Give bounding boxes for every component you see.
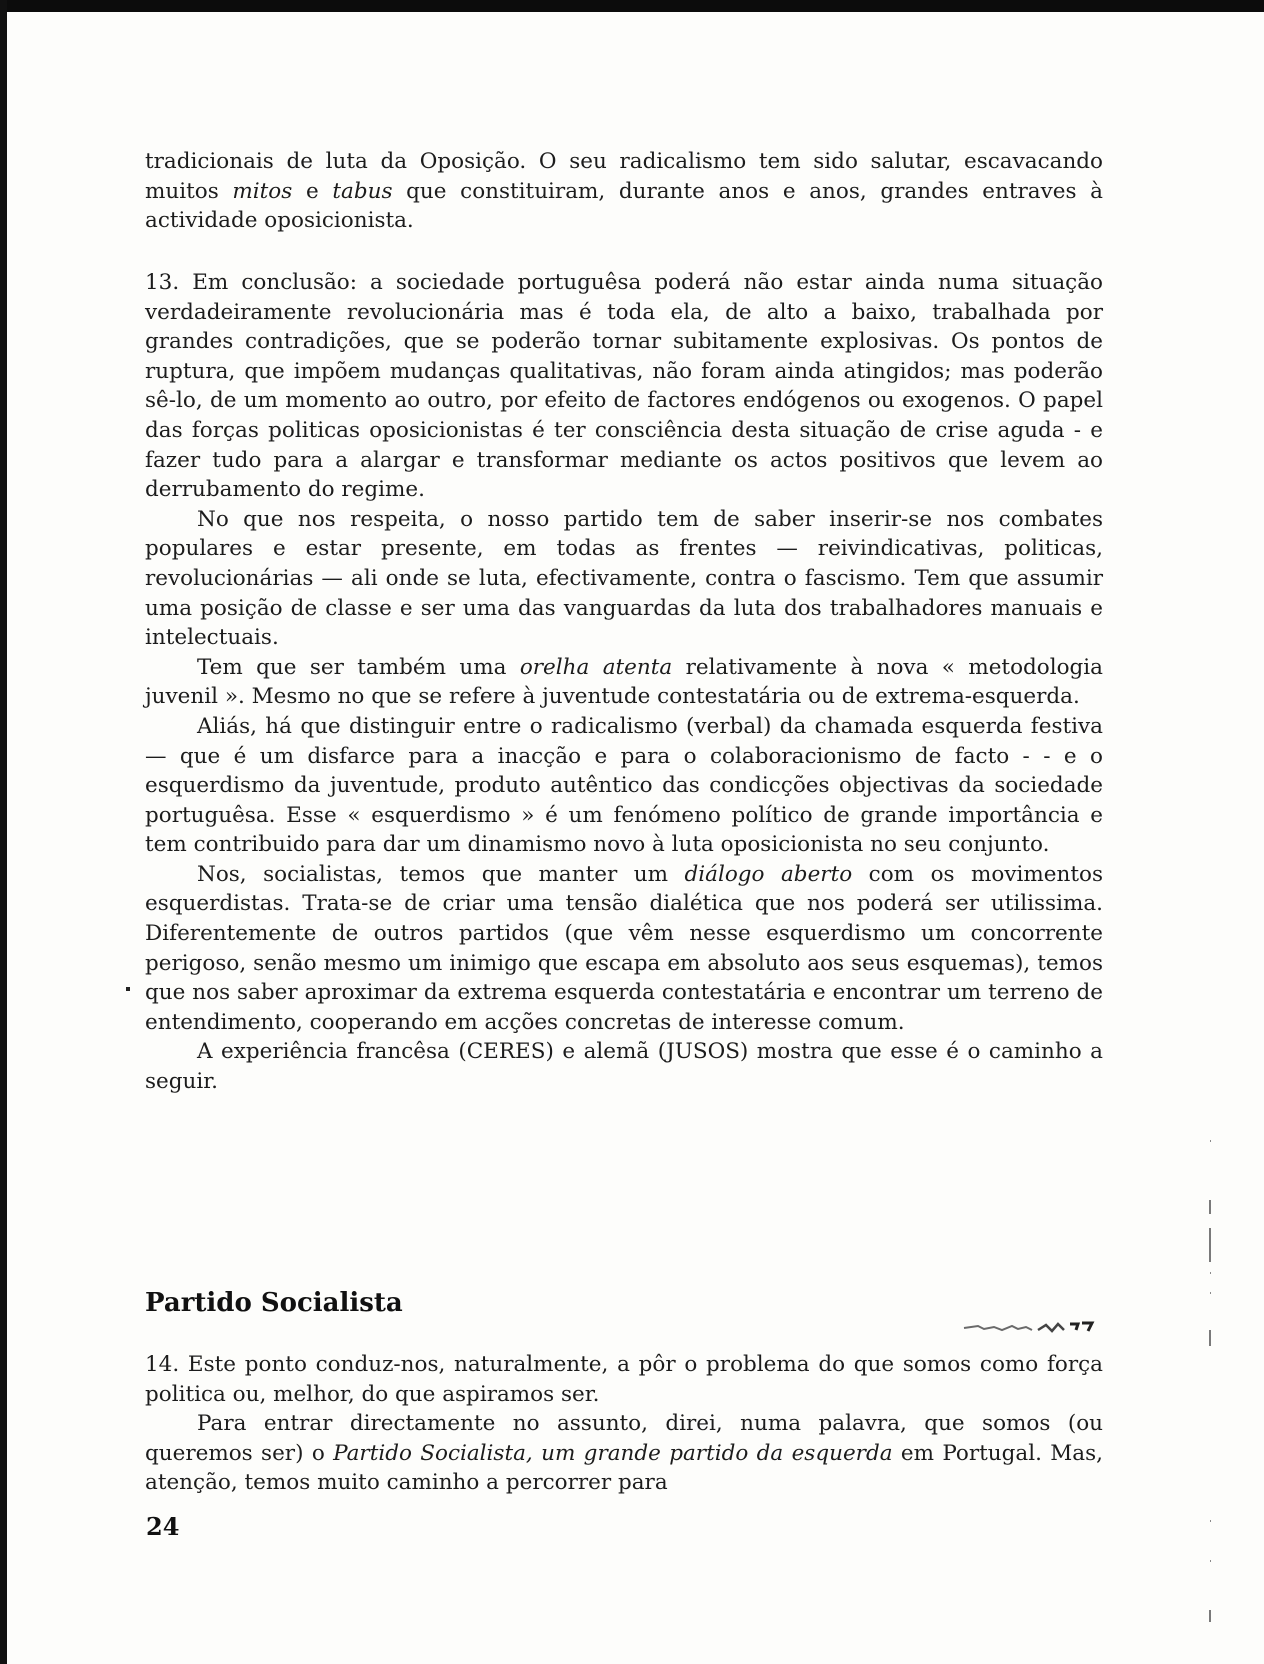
paragraph	[145, 712, 1103, 860]
stray-ink-mark	[126, 987, 130, 991]
scan-margin-mark	[1210, 1520, 1211, 1522]
scan-margin-mark	[1209, 1228, 1211, 1262]
scan-margin-mark	[1209, 1610, 1211, 1622]
paragraph	[145, 268, 1103, 505]
italic-text: tabus	[332, 178, 393, 204]
text-run: Aliás, há que distinguir entre o radicalismo (verbal) da chamada esquerda festiva — que é um disfarce para a inacção e para o colaboracionismo de facto - - e o esquerdismo da juventude, produto autêntico das condicções objectivas da sociedade portuguêsa. Esse « esquerdismo » é um fenómeno político de grande importância e tem contribuido para dar um dinamismo novo à luta oposicionista no seu conjunto.	[145, 713, 1103, 858]
text-run: 13. Em conclusão: a sociedade portuguêsa poderá não estar ainda numa situação verdadeiramente revolucionária mas é toda ela, de alto a baixo, trabalhada por grandes contradições, que se poderão tornar subitamente explosivas. Os pontos de ruptura, que impõem mudanças qualitativas, não foram ainda atingidos; mas poderão sê-lo, de um momento ao outro, por efeito de factores endógenos ou exogenos. O papel das forças politicas oposicionistas é ter consciência desta situação de crise aguda - e fazer tudo para a alargar e transformar mediante os actos positivos que levem ao derrubamento do regime.	[145, 270, 1103, 503]
text-run: No que nos respeita, o nosso partido tem de saber inserir-se nos combates populares e estar presente, em todas as frentes — reivindicativas, politicas, revolucionárias — ali onde se luta, efectivamente, contra o fascismo. Tem que assumir uma posição de classe e ser uma das vanguardas da luta dos trabalhadores manuais e intelectuais.	[145, 506, 1103, 651]
italic-text: mitos	[232, 178, 293, 204]
text-run: que constituiram, durante anos e anos, grandes entraves à actividade oposicionista.	[145, 178, 1103, 234]
paragraph	[145, 860, 1103, 1038]
scan-top-border	[0, 0, 1264, 12]
intro-paragraph	[145, 147, 1103, 236]
italic-text: orelha atenta	[519, 654, 673, 680]
italic-text: diálogo aberto	[684, 861, 853, 887]
scan-margin-mark	[1210, 1272, 1211, 1274]
text-run: e	[292, 178, 333, 204]
italic-text: Partido Socialista, um grande partido da esquerda	[333, 1440, 893, 1466]
scan-margin-mark	[1209, 1330, 1211, 1346]
text-run: em Portugal. Mas, atenção, temos muito caminho a percorrer para	[145, 1440, 1103, 1496]
scan-margin-mark	[1210, 1560, 1211, 1562]
scan-margin-mark	[1210, 1140, 1211, 1142]
scan-margin-mark	[1210, 1292, 1211, 1294]
paragraph	[145, 1350, 1103, 1409]
paragraph	[145, 653, 1103, 712]
text-run: com os movimentos esquerdistas. Trata-se de criar uma tensão dialética que nos poderá ser utilissima. Diferentemente de outros partidos (que vêm nesse esquerdismo um concorrente perigoso, senão mesmo um inimigo que escapa em absoluto aos seus esquemas), temos que nos saber aproximar da extrema esquerda contestatária e encontrar um terreno de entendimento, cooperando em acções concretas de interesse comum.	[145, 861, 1103, 1035]
paragraph	[145, 505, 1103, 653]
scan-margin-mark	[1209, 1200, 1211, 1214]
text-run: Tem que ser também uma	[197, 654, 520, 680]
text-run: Para entrar directamente no assunto, direi, numa palavra, que somos (ou queremos ser) o	[145, 1411, 1103, 1466]
text-run: 14. Este ponto conduz-nos, naturalmente, a pôr o problema do que somos como força politica ou, melhor, do que aspiramos ser.	[145, 1352, 1103, 1407]
text-run: A experiência francêsa (CERES) e alemã (JUSOS) mostra que esse é o caminho a seguir.	[145, 1039, 1103, 1095]
paragraph	[145, 147, 1103, 236]
text-run: tradicionais de luta da Oposição. O seu radicalismo tem sido salutar, escavacando muitos	[145, 149, 1103, 204]
paragraph	[145, 1037, 1103, 1096]
text-run: Nos, socialistas, temos que manter um	[197, 861, 685, 887]
section-14	[145, 1350, 1103, 1498]
page-number: 24	[146, 1512, 180, 1541]
paragraph	[145, 1409, 1103, 1498]
text-run: relativamente à nova « metodologia juvenil ». Mesmo no que se refere à juventude contestatária ou de extrema-esquerda.	[145, 654, 1103, 710]
scan-left-border	[0, 0, 7, 1664]
section-13	[145, 268, 1103, 1097]
section-heading: Partido Socialista	[145, 1288, 403, 1318]
ink-smudge	[960, 1318, 1100, 1336]
